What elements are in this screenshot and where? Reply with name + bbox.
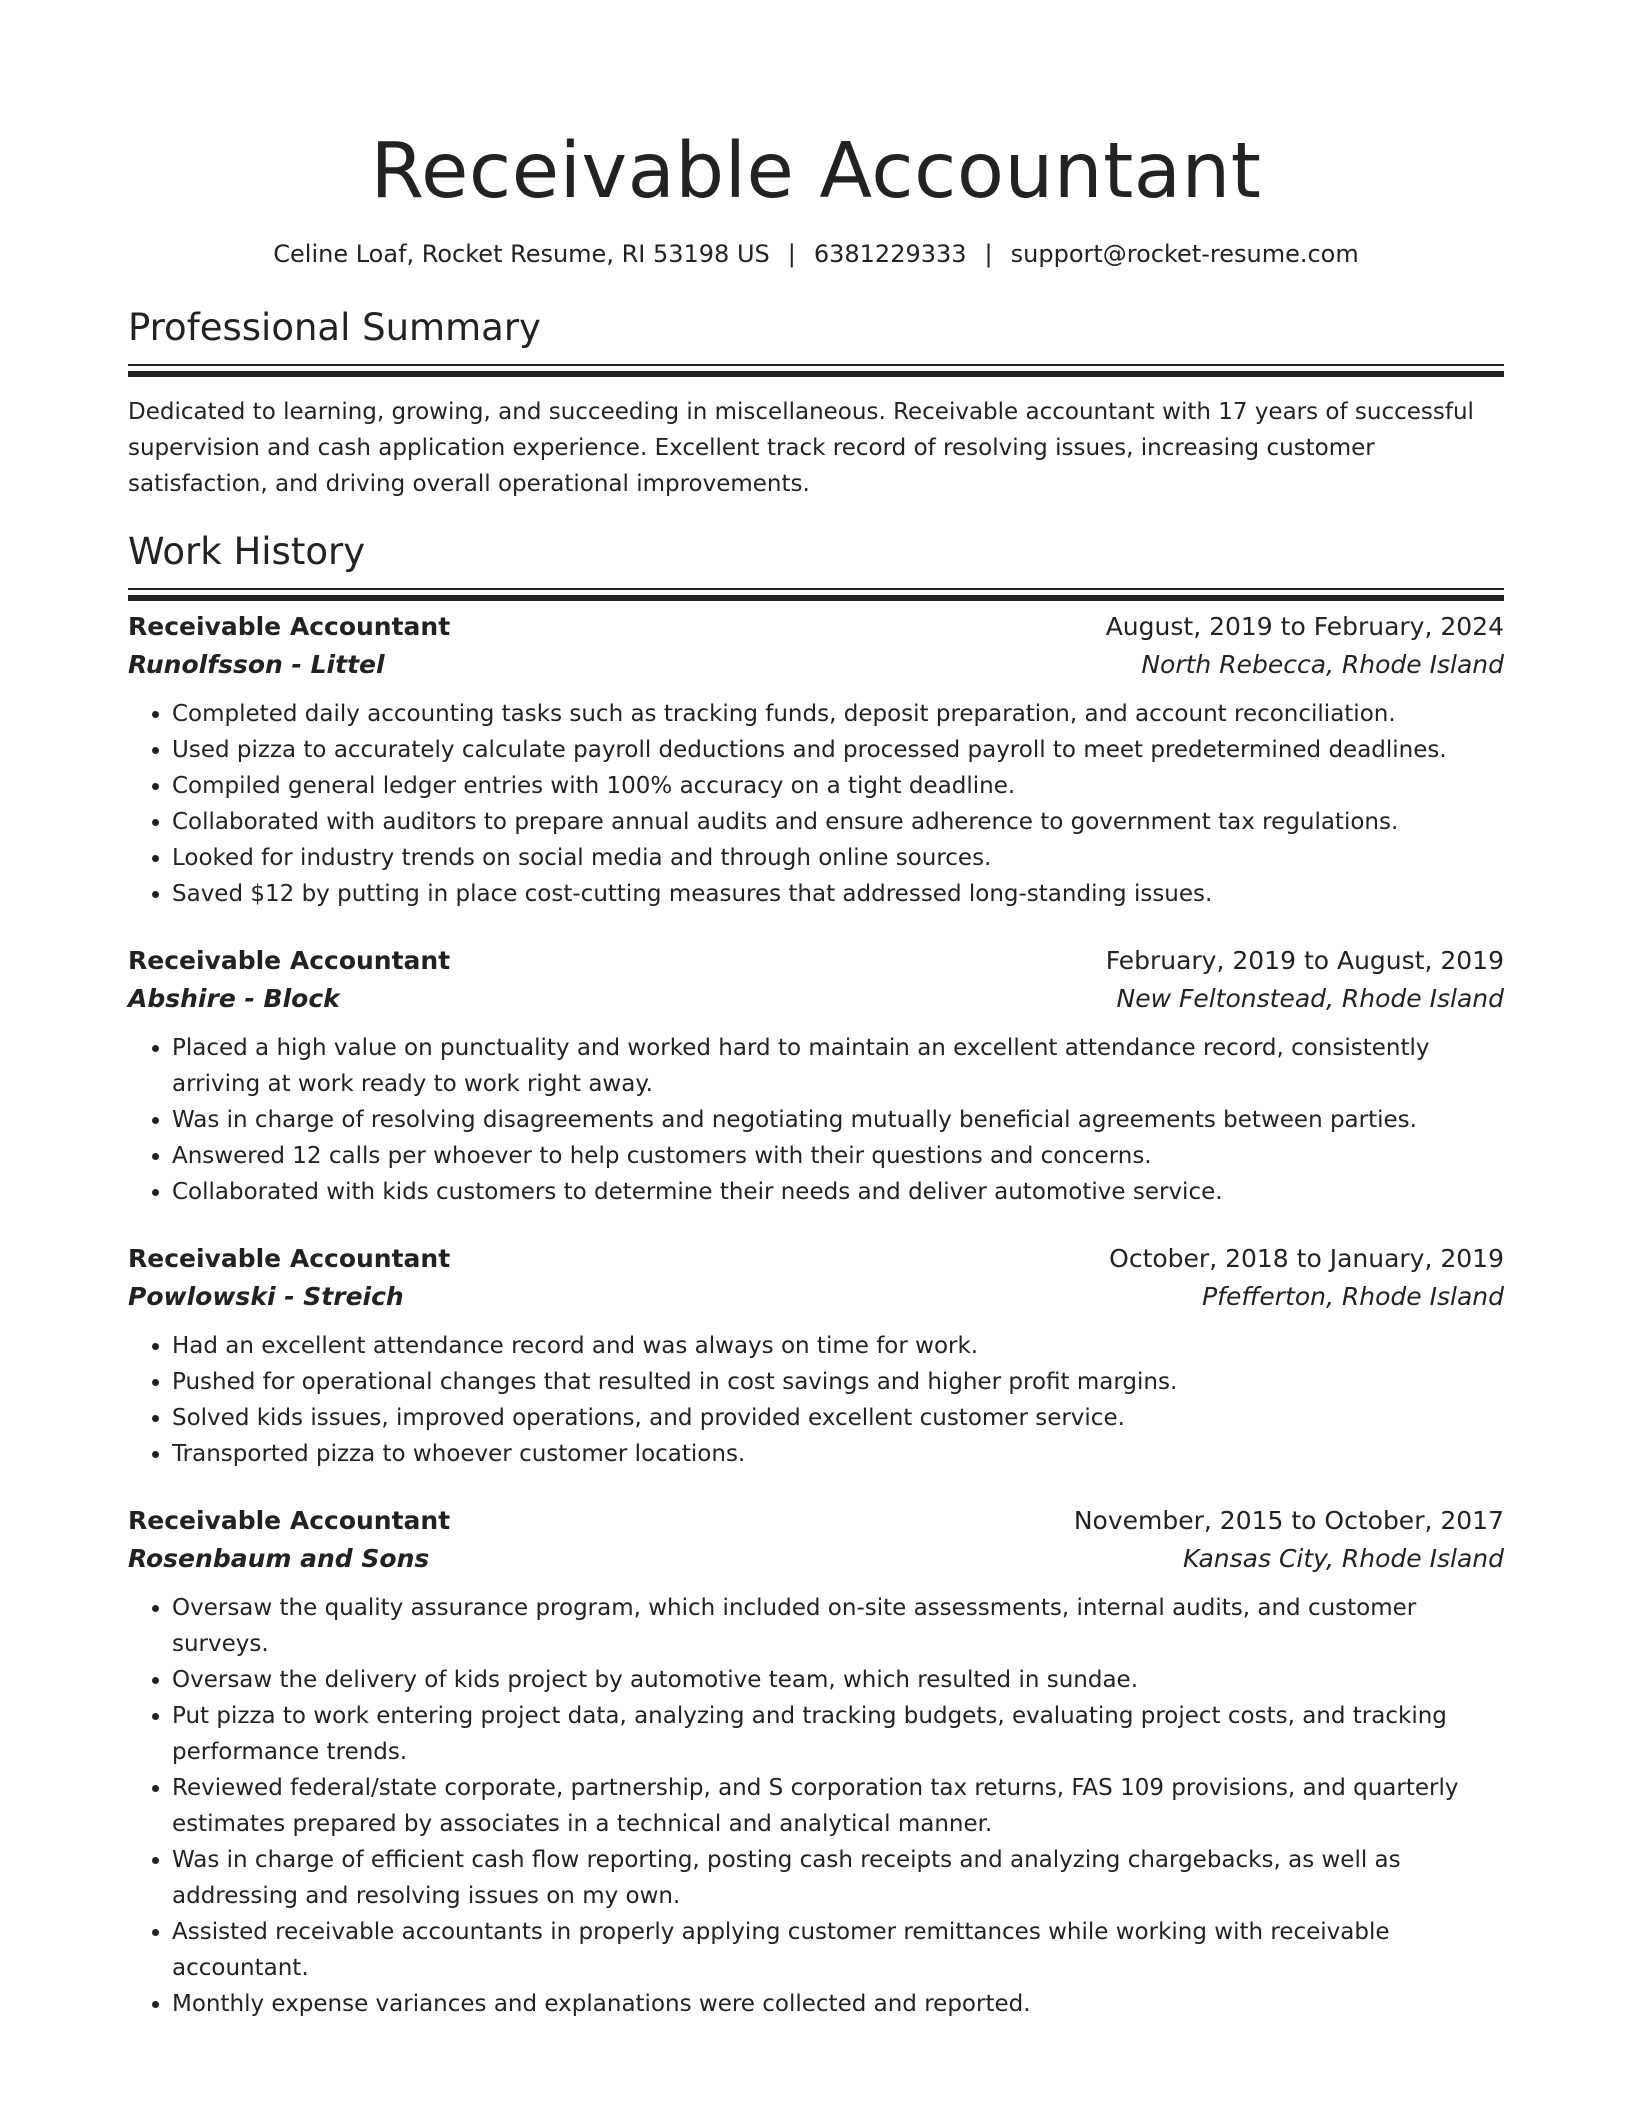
job-header <box>128 1240 1504 1278</box>
list-item: • Used pizza to accurately calculate payroll deductions and processed payroll to meet predetermined deadlines. <box>172 732 1504 768</box>
job-bullet-list <box>128 1328 1504 1472</box>
list-item: • Oversaw the quality assurance program, which included on-site assessments, internal audits, and customer surveys. <box>172 1590 1504 1662</box>
job-entry <box>128 608 1504 912</box>
contact-line <box>128 238 1504 270</box>
list-item: • Oversaw the delivery of kids project by automotive team, which resulted in sundae. <box>172 1662 1504 1698</box>
section-title-work-history: Work History <box>128 530 366 573</box>
section-title-summary: Professional Summary <box>128 306 541 349</box>
list-item: • Transported pizza to whoever customer locations. <box>172 1436 1504 1472</box>
section-divider <box>128 364 1504 366</box>
contact-email: support@rocket-resume.com <box>1010 240 1359 268</box>
job-bullet-list <box>128 696 1504 912</box>
contact-address: Celine Loaf, Rocket Resume, RI 53198 US <box>273 240 770 268</box>
list-item: • Collaborated with auditors to prepare annual audits and ensure adherence to government tax regulations. <box>172 804 1504 840</box>
list-item: • Compiled general ledger entries with 100% accuracy on a tight deadline. <box>172 768 1504 804</box>
list-item: • Put pizza to work entering project data, analyzing and tracking budgets, evaluating project costs, and tracking performance trends. <box>172 1698 1504 1770</box>
job-title: Receivable Accountant <box>128 612 451 641</box>
job-location: Pfefferton, Rhode Island <box>1202 1282 1504 1311</box>
work-history-section <box>128 528 1504 2022</box>
contact-separator: | <box>787 240 796 268</box>
list-item: • Saved $12 by putting in place cost-cutting measures that addressed long-standing issues. <box>172 876 1504 912</box>
job-subheader <box>128 646 1504 684</box>
job-title: Receivable Accountant <box>128 1506 451 1535</box>
contact-phone: 6381229333 <box>813 240 967 268</box>
summary-text: Dedicated to learning, growing, and succeeding in miscellaneous. Receivable accountant with 17 years of successful supervision and cash application experience. Excellent track record of resolving issues, increasing customer satisfaction, and driving overall operational improvements. <box>128 399 1474 497</box>
list-item: • Was in charge of resolving disagreements and negotiating mutually beneficial agreements between parties. <box>172 1102 1504 1138</box>
job-title: Receivable Accountant <box>128 1244 451 1273</box>
job-entry <box>128 1240 1504 1472</box>
job-location: New Feltonstead, Rhode Island <box>1116 984 1504 1013</box>
list-item: • Had an excellent attendance record and was always on time for work. <box>172 1328 1504 1364</box>
job-dates: November, 2015 to October, 2017 <box>1073 1506 1504 1535</box>
job-list <box>128 608 1504 2022</box>
job-dates: August, 2019 to February, 2024 <box>1105 612 1504 641</box>
section-divider <box>128 588 1504 590</box>
company-name: Rosenbaum and Sons <box>128 1544 430 1573</box>
job-dates: October, 2018 to January, 2019 <box>1109 1244 1504 1273</box>
resume-title: Receivable Accountant <box>370 127 1262 216</box>
list-item: • Pushed for operational changes that resulted in cost savings and higher profit margins. <box>172 1364 1504 1400</box>
job-subheader <box>128 980 1504 1018</box>
list-item: • Answered 12 calls per whoever to help customers with their questions and concerns. <box>172 1138 1504 1174</box>
job-entry <box>128 1502 1504 2022</box>
professional-summary-section <box>128 304 1504 502</box>
list-item: • Collaborated with kids customers to determine their needs and deliver automotive service. <box>172 1174 1504 1210</box>
job-entry <box>128 942 1504 1210</box>
list-item: • Monthly expense variances and explanations were collected and reported. <box>172 1986 1504 2022</box>
job-header <box>128 608 1504 646</box>
contact-separator: | <box>984 240 993 268</box>
job-subheader <box>128 1278 1504 1316</box>
job-location: North Rebecca, Rhode Island <box>1141 650 1504 679</box>
company-name: Powlowski - Streich <box>128 1282 404 1311</box>
job-title: Receivable Accountant <box>128 946 451 975</box>
company-name: Runolfsson - Littel <box>128 650 385 679</box>
list-item: • Completed daily accounting tasks such as tracking funds, deposit preparation, and account reconciliation. <box>172 696 1504 732</box>
job-subheader <box>128 1540 1504 1578</box>
job-location: Kansas City, Rhode Island <box>1182 1544 1504 1573</box>
job-bullet-list <box>128 1590 1504 2022</box>
list-item: • Solved kids issues, improved operations, and provided excellent customer service. <box>172 1400 1504 1436</box>
company-name: Abshire - Block <box>128 984 340 1013</box>
job-header <box>128 942 1504 980</box>
list-item: • Placed a high value on punctuality and worked hard to maintain an excellent attendance record, consistently arriving at work ready to work right away. <box>172 1030 1504 1102</box>
list-item: • Was in charge of efficient cash flow reporting, posting cash receipts and analyzing chargebacks, as well as addressing and resolving issues on my own. <box>172 1842 1504 1914</box>
job-dates: February, 2019 to August, 2019 <box>1105 946 1504 975</box>
job-header <box>128 1502 1504 1540</box>
job-bullet-list <box>128 1030 1504 1210</box>
list-item: • Reviewed federal/state corporate, partnership, and S corporation tax returns, FAS 109 provisions, and quarterly estimates prepared by associates in a technical and analytical manner. <box>172 1770 1504 1842</box>
list-item: • Assisted receivable accountants in properly applying customer remittances while working with receivable accountant. <box>172 1914 1504 1986</box>
list-item: • Looked for industry trends on social media and through online sources. <box>172 840 1504 876</box>
